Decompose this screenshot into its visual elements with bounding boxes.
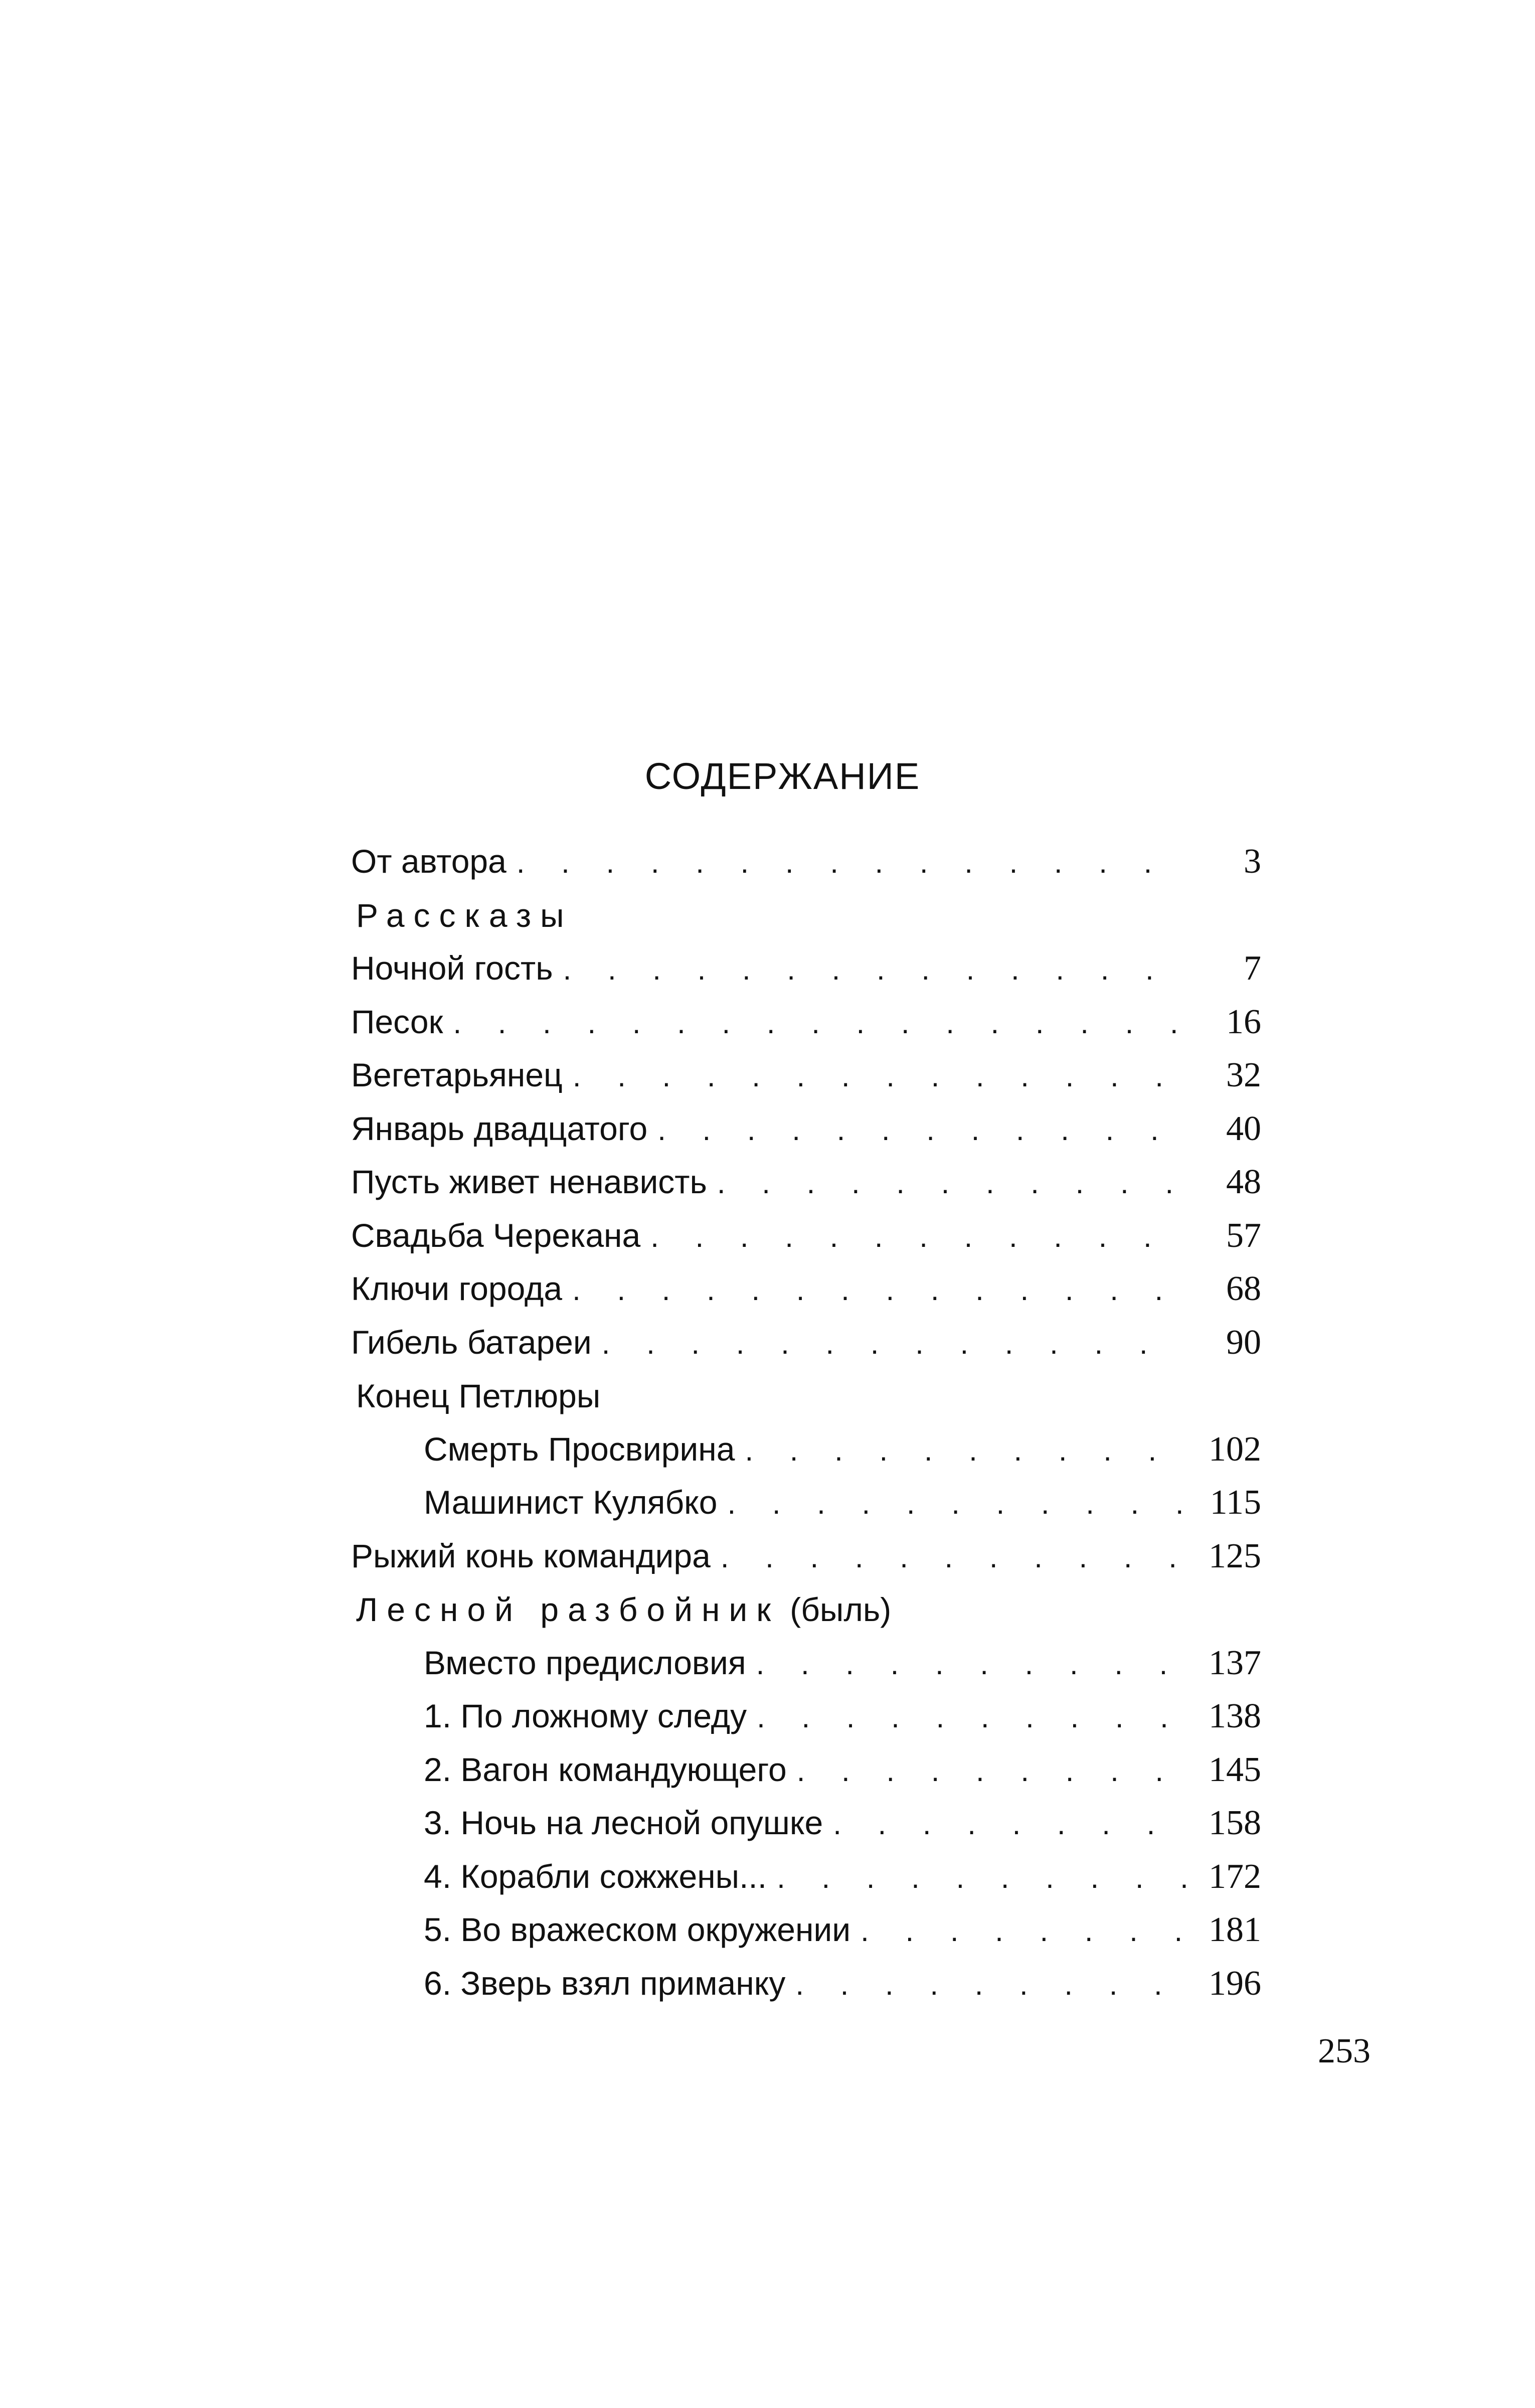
toc-page-number: 68: [1226, 1269, 1261, 1309]
toc-entry-title: Вегетарьянец: [351, 1056, 563, 1094]
toc-page-number: 7: [1244, 949, 1261, 988]
toc-entry-title: Смерть Просвирина: [424, 1430, 735, 1468]
toc-subentry: [351, 1910, 1261, 1950]
toc-subentry: [351, 1696, 1261, 1736]
toc-row: [351, 1530, 1261, 1583]
toc-page-number: 16: [1226, 1002, 1261, 1041]
toc-page-number: 125: [1209, 1536, 1261, 1575]
dot-leader: [861, 1913, 1186, 1948]
toc-row: [351, 1637, 1261, 1690]
toc-entry-title: От автора: [351, 843, 506, 880]
toc-row: [351, 1850, 1261, 1904]
toc-page-number: 57: [1226, 1216, 1261, 1255]
toc-page-number: 102: [1209, 1429, 1261, 1469]
toc-entry: [351, 1109, 1261, 1149]
toc-entry-title: Свадьба Черекана: [351, 1216, 641, 1254]
dot-leader: [833, 1807, 1186, 1841]
toc-page-number: 137: [1209, 1643, 1261, 1682]
toc-entry: [351, 842, 1261, 882]
toc-entry-title: 5. Во вражеском окружении: [424, 1911, 851, 1949]
toc-entry-title: Вместо предисловия: [424, 1644, 746, 1681]
toc-page-number: 48: [1226, 1163, 1261, 1202]
toc-entry: [351, 1269, 1261, 1309]
dot-leader: [757, 1700, 1186, 1734]
dot-leader: [602, 1326, 1186, 1361]
toc-page-number: 172: [1209, 1857, 1261, 1896]
toc-row: [351, 1423, 1261, 1477]
dot-leader: [797, 1753, 1186, 1788]
toc-page-number: 158: [1209, 1804, 1261, 1843]
toc-row: [351, 1797, 1261, 1850]
dot-leader: [517, 845, 1186, 880]
toc-section-heading: [351, 896, 573, 934]
toc-page-number: 196: [1209, 1964, 1261, 2003]
toc-entry-title: Рыжий конь командира: [351, 1537, 711, 1574]
toc-subentry: [351, 1750, 1261, 1790]
dot-leader: [650, 1219, 1186, 1254]
toc-row: [351, 1209, 1261, 1263]
toc-row: [351, 1316, 1261, 1370]
toc-row: [351, 835, 1261, 889]
toc-entry: [351, 1216, 1261, 1256]
toc-entry: [351, 1002, 1261, 1042]
dot-leader: [717, 1166, 1186, 1200]
toc-page-number: 40: [1226, 1109, 1261, 1148]
toc-row: [351, 1903, 1261, 1957]
toc-page-number: 115: [1210, 1483, 1261, 1522]
page-title: СОДЕРЖАНИЕ: [644, 755, 921, 797]
toc-row: [351, 1102, 1261, 1156]
toc-page-number: 32: [1226, 1056, 1261, 1095]
dot-leader: [777, 1860, 1186, 1895]
toc-entry: [351, 1323, 1261, 1363]
toc-entry-title: Гибель батареи: [351, 1323, 592, 1361]
toc-entry-title: 3. Ночь на лесной опушке: [424, 1804, 823, 1842]
dot-leader: [728, 1486, 1186, 1521]
toc-section-heading: [351, 1377, 600, 1415]
toc-entry-title: Ключи города: [351, 1270, 563, 1308]
dot-leader: [721, 1540, 1186, 1574]
toc-section-label: Лесной разбойник: [356, 1591, 780, 1629]
dot-leader: [745, 1433, 1186, 1468]
toc-row: [351, 942, 1261, 996]
toc-entry-title: Песок: [351, 1003, 443, 1040]
page-number: 253: [1318, 2032, 1371, 2070]
toc-subentry: [351, 1857, 1261, 1897]
toc-entry-title: 6. Зверь взял приманку: [424, 1964, 786, 2002]
toc-section-label: Рассказы: [356, 896, 573, 934]
toc-subentry: [351, 1964, 1261, 2004]
toc-entry-title: 4. Корабли сожжены...: [424, 1857, 767, 1895]
toc-subentry: [351, 1483, 1261, 1523]
toc-row: [351, 1476, 1261, 1530]
toc-row: [351, 1156, 1261, 1209]
dot-leader: [453, 1006, 1186, 1040]
toc-section-heading: [351, 1590, 891, 1629]
toc-entry-title: 1. По ложному следу: [424, 1697, 747, 1735]
dot-leader: [573, 1059, 1186, 1093]
dot-leader: [563, 952, 1186, 987]
toc-entry: [351, 1536, 1261, 1576]
dot-leader: [795, 1967, 1186, 2002]
dot-leader: [572, 1272, 1186, 1307]
toc-row: [351, 1369, 1261, 1423]
toc-row: [351, 1957, 1261, 2011]
toc-page-number: 90: [1226, 1323, 1261, 1362]
toc-subentry: [351, 1429, 1261, 1470]
toc-row: [351, 1583, 1261, 1637]
dot-leader: [657, 1112, 1186, 1147]
toc-section-label: Конец Петлюры: [356, 1377, 601, 1415]
toc-row: [351, 889, 1261, 942]
toc-entry-title: Пусть живет ненависть: [351, 1163, 707, 1201]
toc-entry-title: Ночной гость: [351, 949, 553, 987]
table-of-contents: [351, 835, 1261, 2010]
toc-entry-title: Машинист Кулябко: [424, 1484, 718, 1521]
toc-page-number: 3: [1244, 842, 1261, 881]
toc-subentry: [351, 1803, 1261, 1843]
toc-page-number: 138: [1209, 1697, 1261, 1736]
toc-subentry: [351, 1643, 1261, 1683]
toc-entry-title: Январь двадцатого: [351, 1109, 648, 1147]
toc-row: [351, 1049, 1261, 1102]
toc-entry-title: 2. Вагон командующего: [424, 1750, 787, 1788]
toc-row: [351, 996, 1261, 1049]
toc-row: [351, 1262, 1261, 1316]
toc-section-suffix: (быль): [790, 1591, 892, 1629]
toc-entry: [351, 1055, 1261, 1095]
toc-page-number: 181: [1209, 1910, 1261, 1950]
toc-row: [351, 1743, 1261, 1797]
toc-entry: [351, 1162, 1261, 1202]
toc-entry: [351, 948, 1261, 989]
toc-page-number: 145: [1209, 1750, 1261, 1789]
dot-leader: [756, 1647, 1186, 1681]
toc-row: [351, 1690, 1261, 1743]
